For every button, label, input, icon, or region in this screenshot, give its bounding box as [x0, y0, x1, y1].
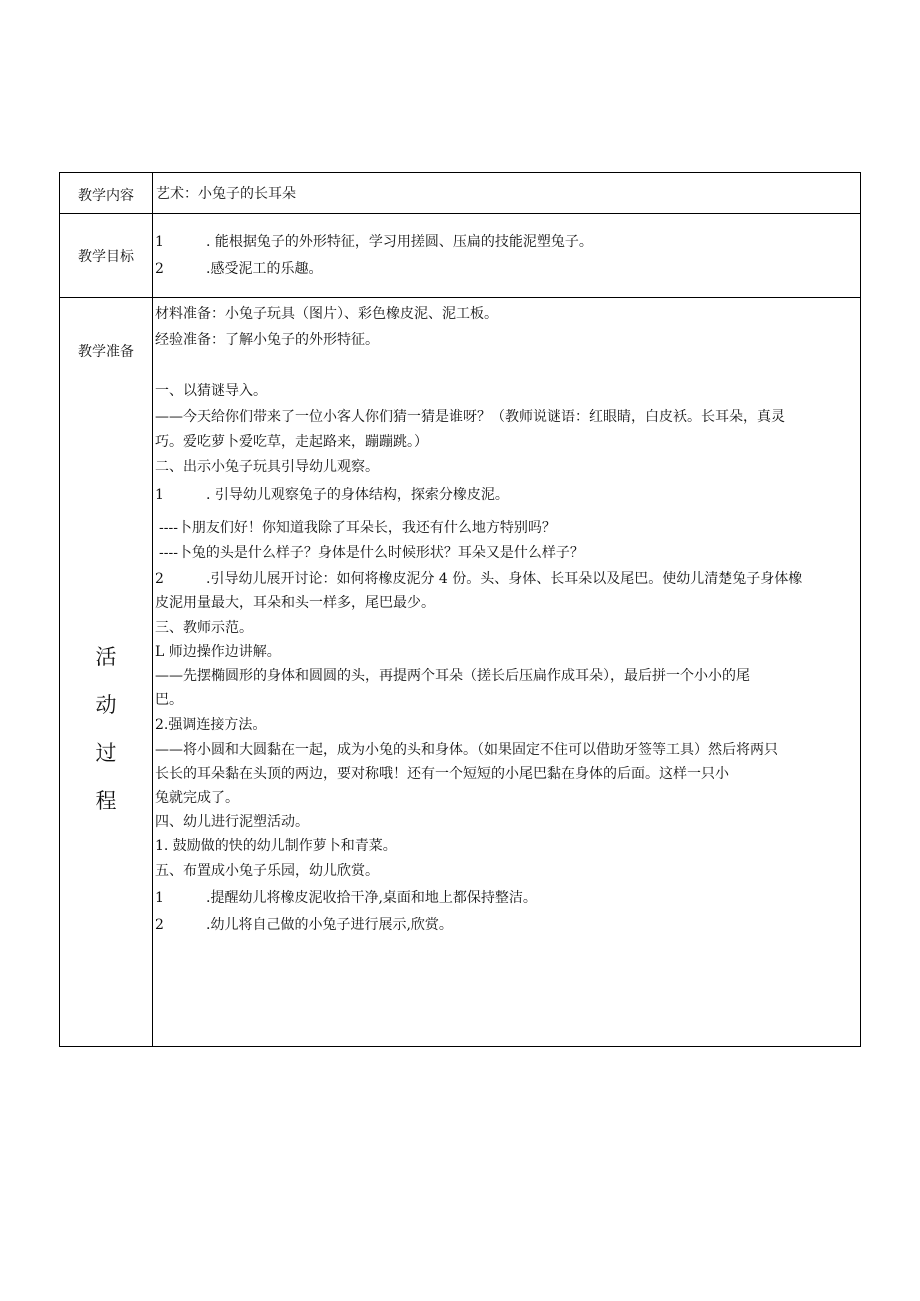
row-divider [60, 297, 860, 298]
activity-line: 长长的耳朵黏在头顶的两边，要对称哦！还有一个短短的小尾巴黏在身体的后面。这样一只小 [155, 766, 729, 782]
activity-line: 兔就完成了。 [155, 790, 239, 806]
goal-item: . 能根据兔子的外形特征，学习用搓圆、压扁的技能泥塑兔子。 [206, 234, 593, 250]
activity-number: 1 [155, 890, 164, 906]
activity-line: 三、教师示范。 [155, 620, 253, 636]
row-divider [60, 213, 860, 214]
goal-number: 2 [155, 261, 164, 277]
activity-line: ----卜兔的头是什么样子？身体是什么时候形状？耳朵又是什么样子？ [159, 545, 584, 561]
activity-line: 巴。 [155, 692, 183, 708]
activity-line: .引导幼儿展开讨论：如何将橡皮泥分 4 份。头、身体、长耳朵以及尾巴。使幼儿清楚兔子身体橡 [206, 571, 803, 587]
label-teaching-content: 教学内容 [78, 188, 134, 204]
teaching-content-text: 艺术：小兔子的长耳朵 [156, 186, 296, 202]
activity-line: ----卜朋友们好！你知道我除了耳朵长，我还有什么地方特别吗？ [159, 520, 556, 536]
activity-line: ——今天给你们带来了一位小客人你们猜一猜是谁呀？（教师说谜语：红眼睛，白皮袄。长耳朵，真灵 [155, 409, 785, 425]
activity-label-char: 动 [95, 693, 117, 717]
activity-line: ——将小圆和大圆黏在一起，成为小兔的头和身体。（如果固定不住可以借助牙签等工具）然后将两只 [155, 742, 778, 758]
activity-line: . 引导幼儿观察兔子的身体结构，探索分橡皮泥。 [206, 487, 509, 503]
prep-line: 材料准备：小兔子玩具（图片）、彩色橡皮泥、泥工板。 [155, 306, 498, 322]
goal-number: 1 [155, 234, 164, 250]
lesson-plan-table [59, 172, 861, 1047]
activity-line: .幼儿将自己做的小兔子进行展示,欣赏。 [206, 917, 453, 933]
label-teaching-goals: 教学目标 [78, 249, 134, 265]
activity-line: ——先摆椭圆形的身体和圆圆的头，再提两个耳朵（搓长后压扁作成耳朵），最后拼一个小小的尾 [155, 668, 750, 684]
activity-line: L 师边操作边讲解。 [155, 644, 281, 660]
goal-item: .感受泥工的乐趣。 [206, 261, 323, 277]
activity-line: 2.强调连接方法。 [155, 717, 267, 733]
activity-number: 2 [155, 917, 164, 933]
column-divider [152, 173, 153, 1046]
activity-label-char: 过 [95, 741, 117, 765]
activity-number: 1 [155, 487, 164, 503]
prep-line: 经验准备：了解小兔子的外形特征。 [155, 332, 379, 348]
activity-line: 二、出示小兔子玩具引导幼儿观察。 [155, 459, 379, 475]
activity-line: 皮泥用量最大，耳朵和头一样多，尾巴最少。 [155, 595, 435, 611]
activity-line: 一、以猜谜导入。 [155, 383, 267, 399]
activity-line: 巧。爱吃萝卜爱吃草，走起路来，蹦蹦跳。） [155, 434, 428, 450]
activity-line: 四、幼儿进行泥塑活动。 [155, 814, 309, 830]
activity-number: 2 [155, 571, 164, 587]
activity-label-char: 活 [95, 645, 117, 669]
activity-line: 1. 鼓励做的快的幼儿制作萝卜和青菜。 [155, 838, 397, 854]
label-teaching-prep: 教学准备 [78, 344, 134, 360]
activity-label-char: 程 [95, 789, 117, 813]
activity-line: .提醒幼儿将橡皮泥收拾干净,桌面和地上都保持整洁。 [206, 890, 537, 906]
activity-line: 五、布置成小兔子乐园，幼儿欣赏。 [155, 863, 379, 879]
